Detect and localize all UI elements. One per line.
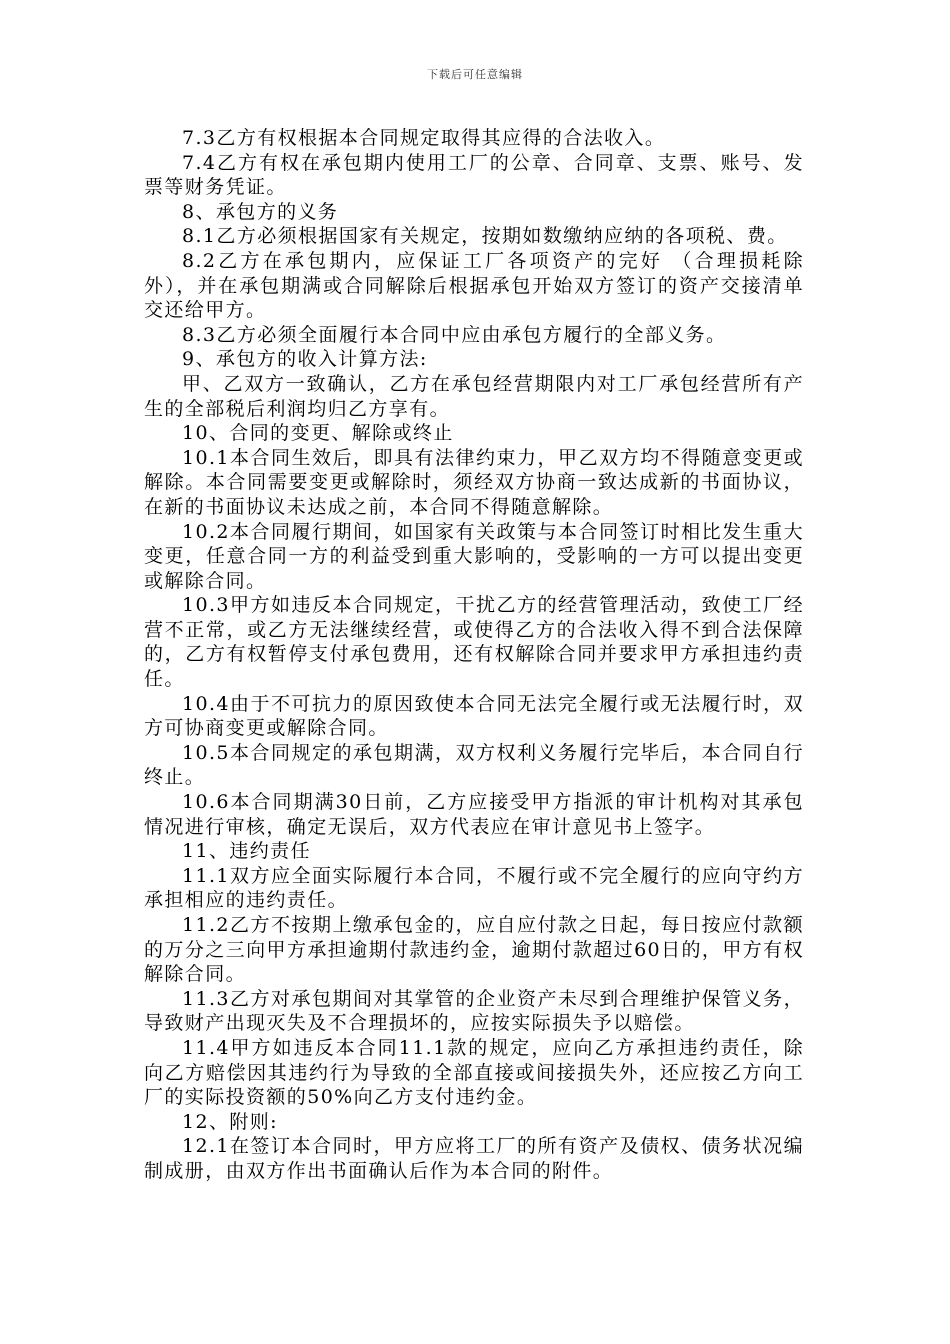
clause-11-1: 11.1双方应全面实际履行本合同，不履行或不完全履行的应向守约方承担相应的违约责任。 — [144, 864, 804, 912]
section-10-heading: 10、合同的变更、解除或终止 — [182, 422, 454, 445]
clause-8-3: 8.3乙方必须全面履行本合同中应由承包方履行的全部义务。 — [182, 323, 727, 346]
clause-10-5: 10.5本合同规定的承包期满，双方权利义务履行完毕后，本合同自行终止。 — [144, 741, 804, 789]
clause-10-3: 10.3甲方如违反本合同规定，干扰乙方的经营管理活动，致使工厂经营不正常，或乙方无法继续经营，或使得乙方的合法收入得不到合法保障的，乙方有权暂停支付承包费用，还有权解除合同并要求甲方承担违约责任。 — [144, 594, 804, 691]
page-header: 下载后可任意编辑 — [427, 68, 523, 81]
clause-10-6: 10.6本合同期满30日前，乙方应接受甲方指派的审计机构对其承包情况进行审核，确定无误后，双方代表应在审计意见书上签字。 — [144, 791, 804, 838]
clause-10-1: 10.1本合同生效后，即具有法律约束力，甲乙双方均不得随意变更或解除。本合同需要变更或解除时，须经双方协商一致达成新的书面协议，在新的书面协议未达成之前，本合同不得随意解除。 — [144, 446, 804, 518]
section-11-heading: 11、违约责任 — [182, 840, 311, 863]
clause-8-1: 8.1乙方必须根据国家有关规定，按期如数缴纳应纳的各项税、费。 — [182, 225, 788, 248]
section-8-heading: 8、承包方的义务 — [182, 200, 339, 223]
clause-11-4: 11.4甲方如违反本合同11.1款的规定，应向乙方承担违约责任，除向乙方赔偿因其违约行为导致的全部直接或间接损失外，还应按乙方向工厂的实际投资额的50%向乙方支付违约金。 — [144, 1036, 804, 1109]
clause-10-2: 10.2本合同履行期间，如国家有关政策与本合同签订时相比发生重大变更，任意合同一方的利益受到重大影响的，受影响的一方可以提出变更或解除合同。 — [144, 520, 804, 592]
section-12-heading: 12、附则: — [182, 1110, 278, 1133]
clause-12-1: 12.1在签订本合同时，甲方应将工厂的所有资产及债权、债务状况编制成册，由双方作出书面确认后作为本合同的附件。 — [144, 1135, 804, 1182]
clause-7-3: 7.3乙方有权根据本合同规定取得其应得的合法收入。 — [182, 127, 666, 149]
section-9-body: 甲、乙双方一致确认，乙方在承包经营期限内对工厂承包经营所有产生的全部税后利润均归乙方享有。 — [144, 372, 804, 420]
clause-11-2: 11.2乙方不按期上缴承包金的，应自应付款之日起，每日按应付款额的万分之三向甲方承担逾期付款违约金，逾期付款超过60日的，甲方有权解除合同。 — [144, 914, 804, 986]
document-body — [144, 126, 804, 1184]
clause-11-3: 11.3乙方对承包期间对其掌管的企业资产未尽到合理维护保管义务，导致财产出现灭失及不合理损坏的，应按实际损失予以赔偿。 — [144, 987, 804, 1035]
section-9-heading: 9、承包方的收入计算方法: — [182, 348, 428, 371]
clause-10-4: 10.4由于不可抗力的原因致使本合同无法完全履行或无法履行时，双方可协商变更或解除合同。 — [144, 692, 804, 740]
clause-7-4: 7.4乙方有权在承包期内使用工厂的公章、合同章、支票、账号、发票等财务凭证。 — [144, 151, 804, 199]
clause-8-2: 8.2乙方在承包期内，应保证工厂各项资产的完好 （合理损耗除外），并在承包期满或合同解除后根据承包开始双方签订的资产交接清单交还给甲方。 — [144, 249, 804, 322]
